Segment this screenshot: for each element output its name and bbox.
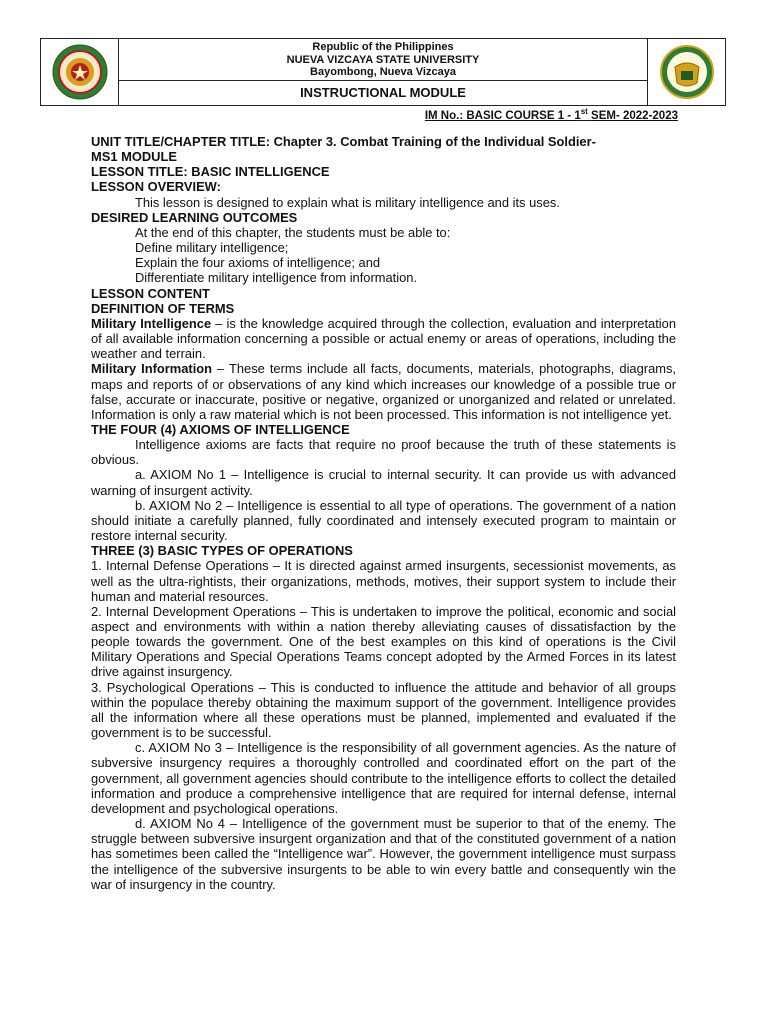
header-center-cell	[119, 39, 647, 105]
header-institution	[119, 39, 647, 81]
operation-type-paragraph: 3. Psychological Operations – This is conducted to influence the attitude and behavior of all groups within the populace thereby obtaining the maximum support of the government. Intelligence provides all the information where all these operations must be planned, implemented and evaluated if the government is to be successful.	[91, 679, 676, 741]
nvsu-seal-logo	[51, 43, 109, 101]
axiom-paragraph: c. AXIOM No 3 – Intelligence is the responsibility of all government agencies. As the nature of subversive insurgency requires a thoroughly controlled and coordinated effort on the part of the government, all government agencies should contribute to the intelligence efforts to collect the detailed information and produce a comprehensive intelligence that are required for internal defense, internal development and psychological operations.	[91, 740, 676, 816]
operations-heading: THREE (3) BASIC TYPES OF OPERATIONS	[91, 543, 353, 559]
module-content	[91, 134, 676, 892]
axiom-paragraph: a. AXIOM No 1 – Intelligence is crucial to internal security. It can provide us with advanced warning of insurgent activity.	[91, 467, 676, 498]
im-number: IM No.: BASIC COURSE 1 - 1st SEM- 2022-2023	[424, 107, 678, 122]
overview-heading: LESSON OVERVIEW:	[91, 179, 221, 195]
outcome-item: Explain the four axioms of intelligence; and	[135, 255, 381, 271]
term-label: Military Information	[91, 361, 213, 377]
axioms-heading: THE FOUR (4) AXIOMS OF INTELLIGENCE	[91, 421, 350, 437]
unit-title: UNIT TITLE/CHAPTER TITLE: Chapter 3. Combat Training of the Individual Soldier-	[91, 134, 596, 149]
outcomes-intro: At the end of this chapter, the students must be able to:	[135, 224, 451, 240]
lesson-title: LESSON TITLE: BASIC INTELLIGENCE	[91, 164, 330, 180]
operation-type-paragraph: 1. Internal Defense Operations – It is directed against armed insurgents, secessionist movements, as well as the ultra-rightists, their organizations, methods, motives, their support system to include their human and material resources.	[91, 558, 676, 604]
axiom-paragraph: d. AXIOM No 4 – Intelligence of the government must be superior to that of the enemy. The struggle between subversive insurgent organization and that of the constituted government of a nation has sometimes been called the “Intelligence war”. However, the government intelligence must surpass the intelligence of the subversive insurgents to be able to win every battle and consequently win the war of insurgency in the country.	[91, 816, 676, 892]
operation-type-paragraph: 2. Internal Development Operations – This is undertaken to improve the political, economic and social aspect and environments with within a nation thereby alleviating causes of dissatisfaction by the people towards the government. One of the best examples on this kind of operations is the Civil Military Operations and Special Operations Teams concept adopted by the Armed Forces in its latest drive against insurgency.	[91, 603, 676, 680]
military-intelligence-definition: Military Intelligence – is the knowledge acquired through the collection, evaluation and interpretation of all available information concerning a possible or actual enemy or areas of operations, including the weather and terrain.	[91, 315, 676, 362]
rotc-unit-logo	[659, 43, 715, 101]
module-type-label: INSTRUCTIONAL MODULE	[300, 85, 466, 100]
outcome-item: Define military intelligence;	[135, 240, 289, 256]
header-right-cell	[647, 39, 725, 105]
content-heading: LESSON CONTENT	[91, 285, 210, 301]
university-name: NUEVA VIZCAYA STATE UNIVERSITY	[286, 53, 480, 66]
republic-label: Republic of the Philippines	[312, 41, 454, 53]
header-table	[40, 38, 726, 106]
terms-heading: DEFINITION OF TERMS	[91, 300, 235, 316]
overview-text: This lesson is designed to explain what is military intelligence and its uses.	[135, 194, 560, 210]
outcome-item: Differentiate military intelligence from information.	[135, 270, 418, 286]
outcomes-heading: DESIRED LEARNING OUTCOMES	[91, 209, 298, 225]
military-information-definition: Military Information – These terms include all facts, documents, materials, photographs, diagrams, maps and reports of or observations of any kind which increases our knowledge of a possible true or false, accurate or inaccurate, positive or negative, organized or unorganized and related or unrelated. Information is only a raw material which is not been processed. This information is not intelligence yet.	[91, 361, 676, 422]
axioms-intro: Intelligence axioms are facts that require no proof because the truth of these statements is obvious.	[91, 437, 676, 468]
term-label: Military Intelligence	[91, 315, 212, 331]
university-location: Bayombong, Nueva Vizcaya	[310, 66, 456, 78]
module-label: MS1 MODULE	[91, 149, 177, 165]
header-left-cell	[41, 39, 119, 105]
axiom-paragraph: b. AXIOM No 2 – Intelligence is essential to all type of operations. The government of a nation should initiate a carefully planned, fully coordinated and intensely executed program to maintain or restore internal security.	[91, 497, 676, 544]
